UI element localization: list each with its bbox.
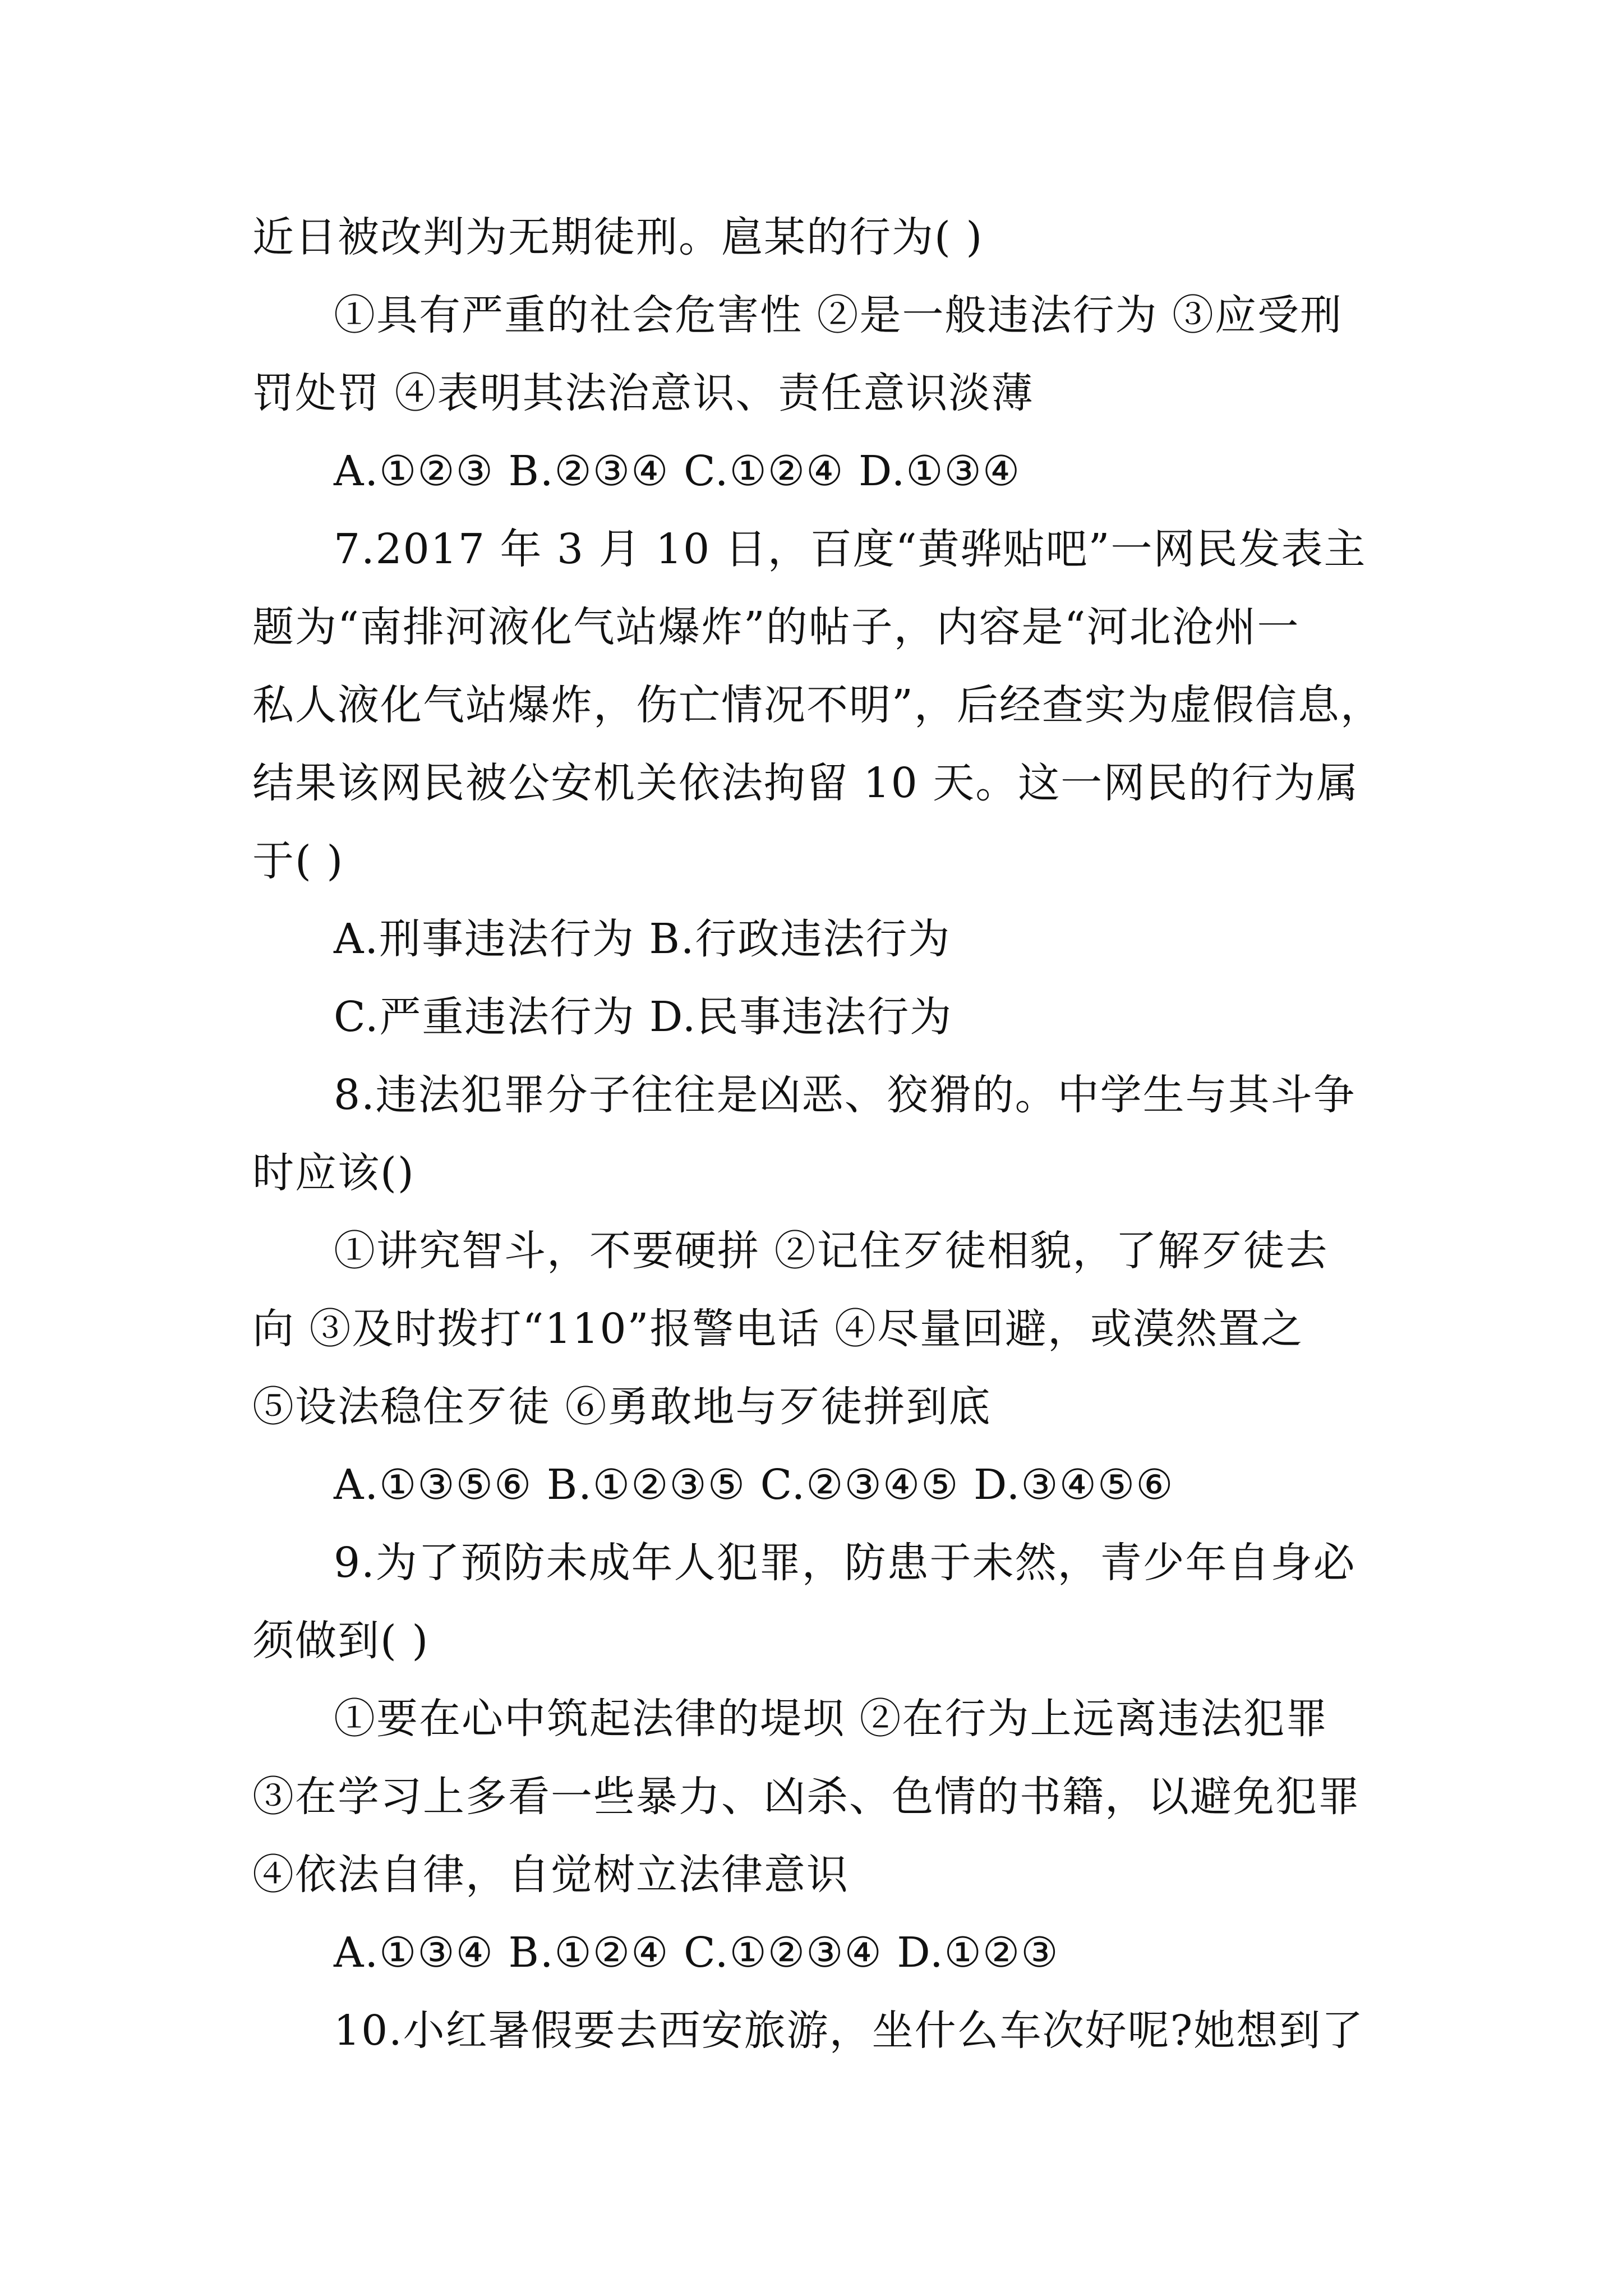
text-line: 于( ) xyxy=(252,837,344,885)
text-line: 10.小红暑假要去西安旅游，坐什么车次好呢?她想到了 xyxy=(334,2007,1364,2055)
text-line: 近日被改判为无期徒刑。扈某的行为( ) xyxy=(252,213,984,261)
text-line: 时应该() xyxy=(252,1149,415,1197)
text-line: ③在学习上多看一些暴力、凶杀、色情的书籍，以避免犯罪 xyxy=(252,1773,1361,1821)
text-line: 须做到( ) xyxy=(252,1617,430,1665)
text-line: C.严重违法行为 D.民事违法行为 xyxy=(334,993,953,1041)
text-line: A.①③④ B.①②④ C.①②③④ D.①②③ xyxy=(334,1929,1059,1977)
text-line: A.刑事违法行为 B.行政违法行为 xyxy=(334,915,951,963)
text-line: 7.2017 年 3 月 10 日，百度“黄骅贴吧”一网民发表主 xyxy=(334,525,1367,573)
text-line: ①讲究智斗，不要硬拼 ②记住歹徒相貌，了解歹徒去 xyxy=(334,1227,1329,1275)
text-line: A.①③⑤⑥ B.①②③⑤ C.②③④⑤ D.③④⑤⑥ xyxy=(334,1461,1174,1509)
text-line: 9.为了预防未成年人犯罪，防患于未然，青少年自身必 xyxy=(334,1539,1356,1587)
text-line: 结果该网民被公安机关依法拘留 10 天。这一网民的行为属 xyxy=(252,759,1359,807)
text-line: 罚处罚 ④表明其法治意识、责任意识淡薄 xyxy=(252,369,1034,417)
text-line: 向 ③及时拨打“110”报警电话 ④尽量回避，或漠然置之 xyxy=(252,1305,1303,1353)
text-line: A.①②③ B.②③④ C.①②④ D.①③④ xyxy=(334,447,1021,495)
text-line: 私人液化气站爆炸，伤亡情况不明”，后经查实为虚假信息， xyxy=(252,681,1383,729)
text-line: ①要在心中筑起法律的堤坝 ②在行为上远离违法犯罪 xyxy=(334,1695,1329,1743)
text-line: 8.违法犯罪分子往往是凶恶、狡猾的。中学生与其斗争 xyxy=(334,1071,1356,1119)
text-line: ①具有严重的社会危害性 ②是一般违法行为 ③应受刑 xyxy=(334,291,1343,339)
text-line: ④依法自律，自觉树立法律意识 xyxy=(252,1851,849,1899)
text-line: 题为“南排河液化气站爆炸”的帖子，内容是“河北沧州一 xyxy=(252,603,1300,651)
text-line: ⑤设法稳住歹徒 ⑥勇敢地与歹徒拼到底 xyxy=(252,1383,992,1431)
